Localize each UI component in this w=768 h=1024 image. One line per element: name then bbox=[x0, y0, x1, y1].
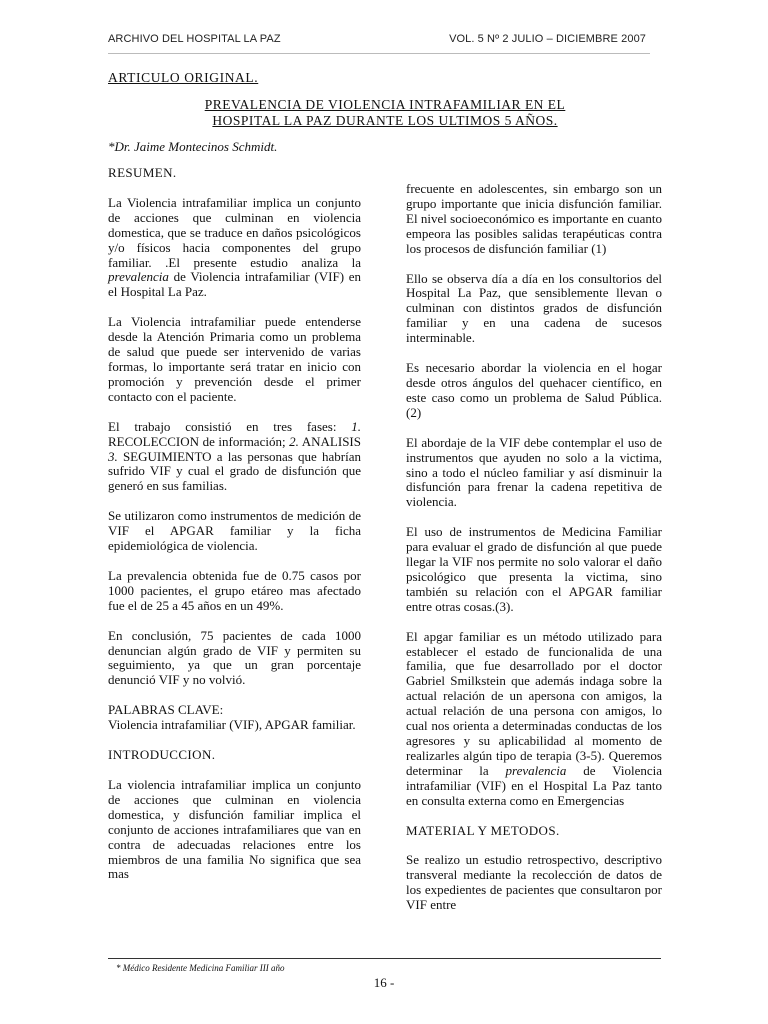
methods-paragraph-1: Se realizo un estudio retrospectivo, descriptivo transveral mediante la recolección de datos de los expedientes de pacientes que consultaron por VIF entre bbox=[406, 852, 662, 913]
keywords-text: Violencia intrafamiliar (VIF), APGAR familiar. bbox=[108, 717, 356, 733]
abstract-paragraph-4: Se utilizaron como instrumentos de medición de VIF el APGAR familiar y la ficha epidemiológica de violencia. bbox=[108, 508, 361, 554]
footnote-divider bbox=[108, 958, 661, 959]
page-number: 16 - bbox=[373, 975, 395, 990]
author-footnote: * Médico Residente Medicina Familiar III año bbox=[116, 963, 285, 973]
intro-paragraph-6: El apgar familiar es un método utilizado para establecer el estado de funcionalida de una familia, que fue desarrollado por el doctor Gabriel Smilkstein que además indaga sobre la actual relación de un apersona con amigos, la actual relación de una persona con amigos, lo cual nos orienta a determinadas conductas de los agresores y su aplicabilidad al momento de realizarles algún tipo de terapia (3-5). Queremos determinar la prevalencia de Violencia intrafamiliar (VIF) en el Hospital La Paz tanto en consulta externa como en Emergencias bbox=[406, 628, 662, 808]
journal-name: ARCHIVO DEL HOSPITAL LA PAZ bbox=[108, 33, 281, 45]
introduction-heading: INTRODUCCION. bbox=[108, 747, 216, 763]
abstract-paragraph-2: La Violencia intrafamiliar puede entenderse desde la Atención Primaria como un problema de salud que puede ser intervenido de varias formas, lo importante será tratar en inicio con promoción y prevención desde el primer contacto con el paciente. bbox=[108, 314, 361, 404]
volume-issue: VOL. 5 Nº 2 JULIO – DICIEMBRE 2007 bbox=[449, 33, 646, 45]
keywords-heading: PALABRAS CLAVE: bbox=[108, 702, 224, 718]
abstract-paragraph-1: La Violencia intrafamiliar implica un conjunto de acciones que culminan en violencia domestica, que se traduce en daños psicológicos y/o físicos hacia componentes del grupo familiar. .El presente estudio analiza la prevalencia de Violencia intrafamiliar (VIF) en el Hospital La Paz. bbox=[108, 194, 361, 300]
intro-paragraph-continued: frecuente en adolescentes, sin embargo son un grupo importante que inicia disfunción familiar. El nivel socioeconómico es importante en cuanto empeora las posibles salidas terapéuticas contra los procesos de disfunción familiar (1) bbox=[406, 181, 662, 256]
header-divider bbox=[108, 53, 650, 54]
article-title bbox=[108, 97, 662, 129]
title-line-1: PREVALENCIA DE VIOLENCIA INTRAFAMILIAR EN EL bbox=[204, 97, 566, 112]
introduction-paragraph-1: La violencia intrafamiliar implica un conjunto de acciones que culminan en violencia domestica, y disfunción familiar implica el conjunto de acciones intrafamiliares que van en contra de adecuadas relaciones entre los miembros de una familia No significa que sea mas bbox=[108, 777, 361, 882]
left-column bbox=[108, 166, 361, 897]
abstract-paragraph-5: La prevalencia obtenida fue de 0.75 casos por 1000 pacientes, el grupo etáreo mas afectado fue el de 25 a 45 años en un 49%. bbox=[108, 567, 361, 613]
intro-paragraph-3: Es necesario abordar la violencia en el hogar desde otros ángulos del quehacer científico, en este caso como un problema de Salud Pública.(2) bbox=[406, 360, 662, 420]
title-line-2: HOSPITAL LA PAZ DURANTE LOS ULTIMOS 5 AÑOS. bbox=[212, 113, 558, 128]
intro-paragraph-4: El abordaje de la VIF debe contemplar el uso de instrumentos que ayuden no solo a la victima, sino a todo el núcleo familiar y así disminuir la disfunción para frenar la cadena repetitiva de violencia. bbox=[406, 434, 662, 510]
article-type: ARTICULO ORIGINAL. bbox=[108, 70, 259, 85]
resumen-heading: RESUMEN. bbox=[108, 165, 177, 180]
intro-paragraph-2: Ello se observa día a día en los consultorios del Hospital La Paz, que sensiblemente llevan o culminan con distintos grados de disfunción familiar y en una cadena de sucesos interminable. bbox=[406, 270, 662, 346]
abstract-paragraph-6: En conclusión, 75 pacientes de cada 1000 denuncian algún grado de VIF y permiten su seguimiento, ya que un gran porcentaje denunció VIF y no volvió. bbox=[108, 627, 361, 688]
right-column bbox=[406, 182, 662, 928]
author-name: *Dr. Jaime Montecinos Schmidt. bbox=[108, 139, 278, 154]
intro-paragraph-5: El uso de instrumentos de Medicina Familiar para evaluar el grado de disfunción al que puede llegar la VIF nos permite no solo valorar el daño psicológico que presenta la victima, sino también su relación con el APGAR familiar entre otras cosas.(3). bbox=[406, 524, 662, 614]
abstract-paragraph-3: El trabajo consistió en tres fases: 1. RECOLECCION de información; 2. ANALISIS 3. SEGUIMIENTO a las personas que habrían sufrido VIF y cual el grado de disfunción que generó en sus familias. bbox=[108, 418, 361, 494]
methods-heading: MATERIAL Y METODOS. bbox=[406, 822, 560, 838]
